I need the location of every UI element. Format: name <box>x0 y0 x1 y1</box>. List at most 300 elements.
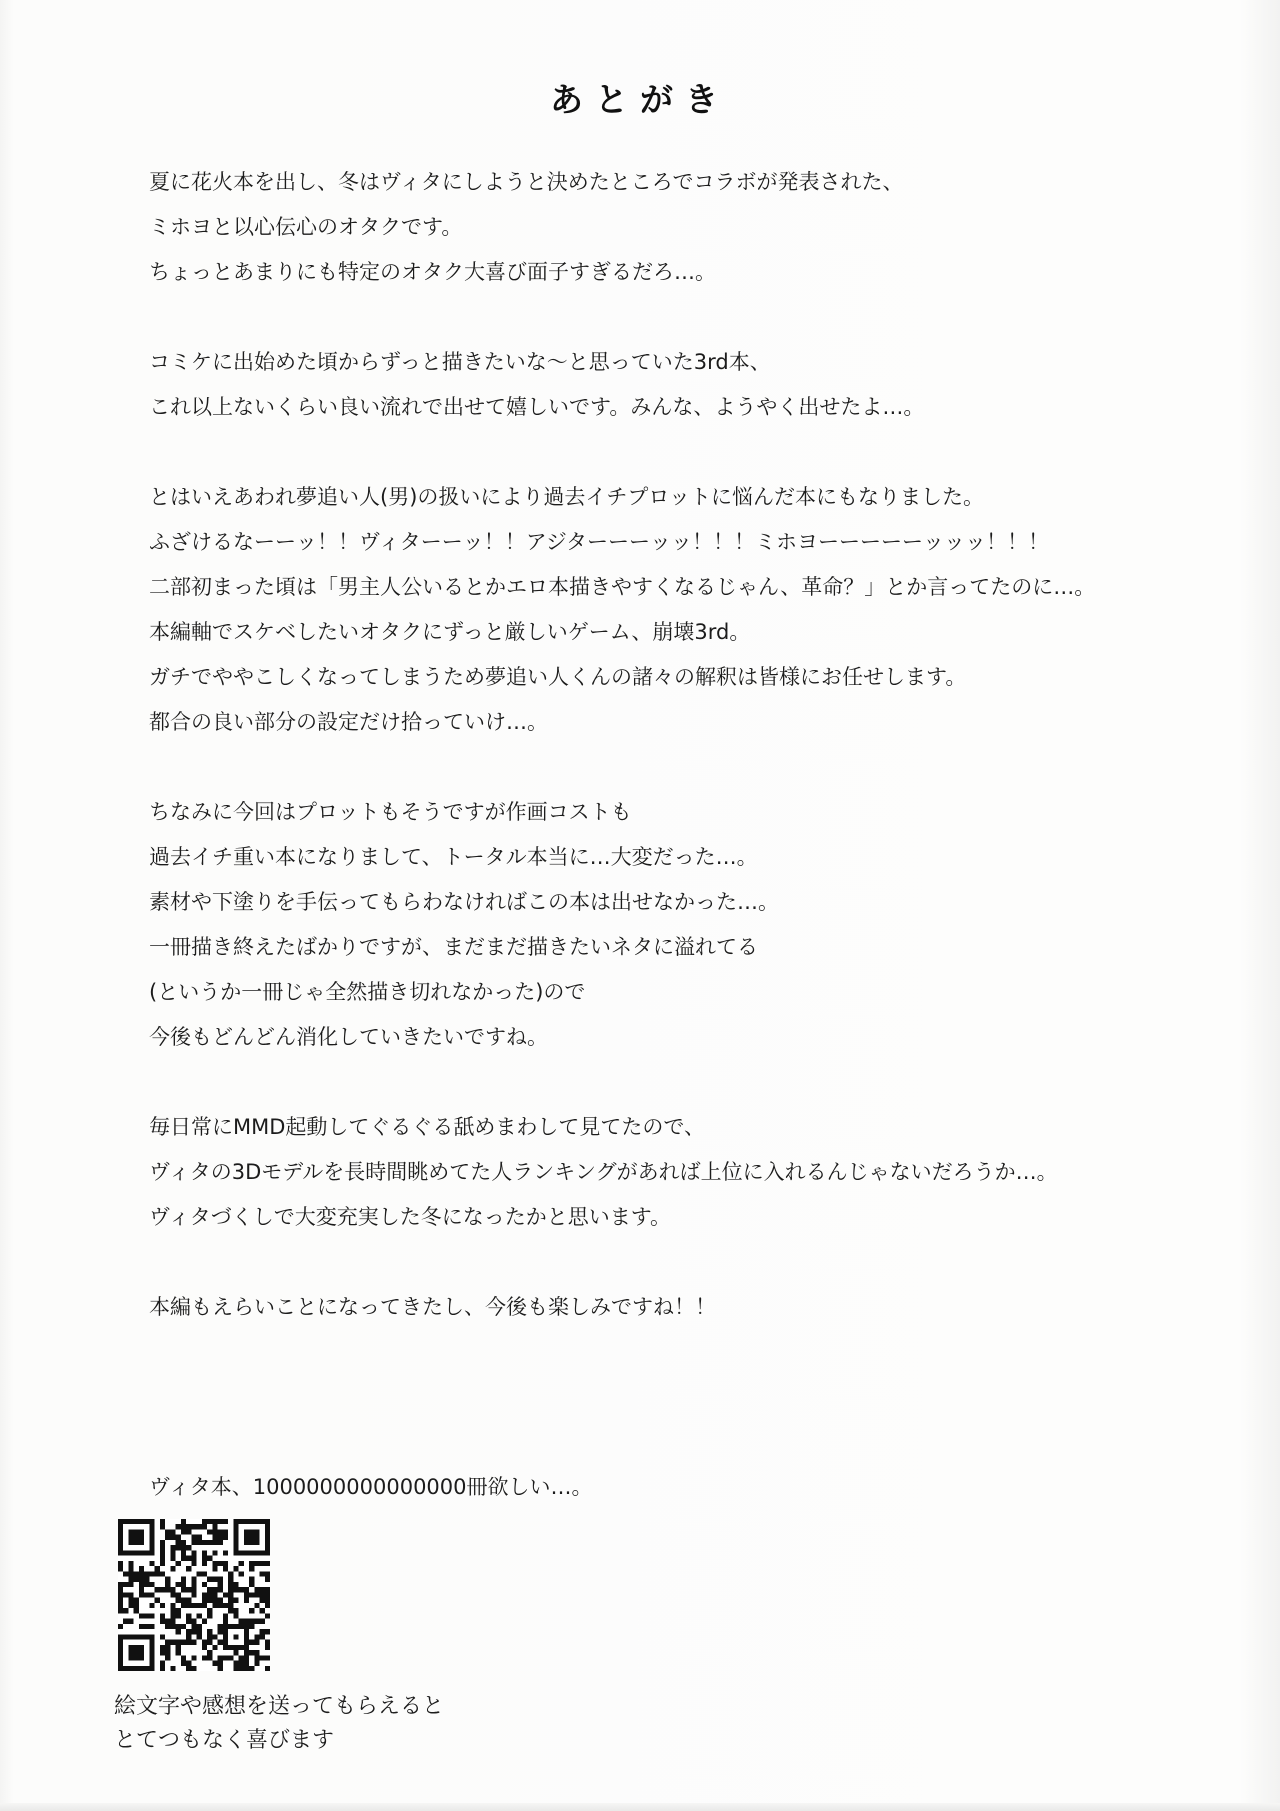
qr-module <box>218 1603 223 1608</box>
qr-module <box>207 1592 212 1597</box>
qr-module <box>165 1582 170 1587</box>
qr-module <box>165 1650 170 1655</box>
qr-module <box>186 1545 191 1550</box>
qr-module <box>128 1645 133 1650</box>
qr-module <box>218 1535 223 1540</box>
qr-module <box>144 1582 149 1587</box>
qr-module <box>223 1655 228 1660</box>
qr-module <box>233 1598 238 1603</box>
qr-module <box>176 1613 181 1618</box>
qr-module <box>197 1524 202 1529</box>
qr-module <box>218 1624 223 1629</box>
qr-module <box>254 1529 259 1534</box>
qr-module <box>160 1661 165 1666</box>
qr-module <box>254 1587 259 1592</box>
qr-module <box>265 1592 270 1597</box>
qr-module <box>176 1540 181 1545</box>
qr-module <box>212 1598 217 1603</box>
qr-module <box>134 1655 139 1660</box>
text-line: 一冊描き終えたばかりですが、まだまだ描きたいネタに溢れてる <box>149 935 758 959</box>
qr-module <box>265 1613 270 1618</box>
qr-module <box>118 1640 123 1645</box>
qr-module <box>176 1608 181 1613</box>
qr-module <box>218 1640 223 1645</box>
qr-module <box>191 1561 196 1566</box>
paragraph-3 <box>149 475 1239 745</box>
qr-module <box>165 1640 170 1645</box>
qr-module <box>191 1582 196 1587</box>
qr-module <box>186 1629 191 1634</box>
qr-module <box>239 1587 244 1592</box>
qr-module <box>249 1566 254 1571</box>
qr-module <box>207 1577 212 1582</box>
qr-module <box>123 1634 128 1639</box>
qr-module <box>118 1587 123 1592</box>
qr-module <box>249 1540 254 1545</box>
qr-module <box>223 1519 228 1524</box>
qr-module <box>155 1571 160 1576</box>
qr-module <box>265 1645 270 1650</box>
qr-module <box>160 1634 165 1639</box>
qr-module <box>186 1613 191 1618</box>
qr-module <box>165 1645 170 1650</box>
qr-module <box>212 1550 217 1555</box>
qr-module <box>160 1561 165 1566</box>
qr-module <box>265 1571 270 1576</box>
qr-module <box>212 1535 217 1540</box>
qr-module <box>134 1608 139 1613</box>
qr-module <box>228 1624 233 1629</box>
qr-caption-line: とてつもなく喜びます <box>114 1728 335 1753</box>
qr-module <box>118 1540 123 1545</box>
qr-module <box>118 1608 123 1613</box>
qr-module <box>118 1561 123 1566</box>
qr-module <box>223 1624 228 1629</box>
qr-module <box>223 1645 228 1650</box>
qr-module <box>239 1519 244 1524</box>
qr-module <box>149 1550 154 1555</box>
qr-module <box>197 1540 202 1545</box>
qr-module <box>249 1561 254 1566</box>
qr-module <box>223 1619 228 1624</box>
qr-module <box>249 1577 254 1582</box>
qr-module <box>118 1524 123 1529</box>
qr-module <box>186 1529 191 1534</box>
qr-module <box>244 1629 249 1634</box>
qr-module <box>260 1608 265 1613</box>
qr-module <box>212 1592 217 1597</box>
qr-module <box>149 1592 154 1597</box>
qr-module <box>233 1582 238 1587</box>
qr-module <box>144 1613 149 1618</box>
qr-module <box>144 1666 149 1671</box>
qr-module <box>202 1524 207 1529</box>
qr-module <box>181 1661 186 1666</box>
qr-module <box>254 1535 259 1540</box>
qr-module <box>181 1529 186 1534</box>
qr-module <box>207 1650 212 1655</box>
qr-module <box>218 1666 223 1671</box>
qr-module <box>244 1598 249 1603</box>
qr-module <box>149 1571 154 1576</box>
qr-module <box>265 1629 270 1634</box>
qr-module <box>139 1634 144 1639</box>
qr-module <box>181 1582 186 1587</box>
qr-module <box>191 1603 196 1608</box>
qr-module <box>191 1540 196 1545</box>
qr-module <box>244 1650 249 1655</box>
qr-module <box>260 1598 265 1603</box>
qr-module <box>202 1561 207 1566</box>
qr-module <box>186 1634 191 1639</box>
qr-module <box>265 1598 270 1603</box>
qr-module <box>160 1650 165 1655</box>
qr-module <box>244 1655 249 1660</box>
qr-module <box>165 1619 170 1624</box>
qr-module <box>244 1587 249 1592</box>
qr-module <box>149 1529 154 1534</box>
qr-module <box>191 1655 196 1660</box>
qr-module <box>176 1598 181 1603</box>
qr-module <box>254 1661 259 1666</box>
qr-module <box>244 1529 249 1534</box>
text-line: ちょっとあまりにも特定のオタク大喜び面子すぎるだろ…。 <box>149 260 716 284</box>
qr-module <box>128 1561 133 1566</box>
qr-module <box>233 1587 238 1592</box>
paragraph-2 <box>149 340 1239 430</box>
qr-module <box>207 1629 212 1634</box>
qr-module <box>149 1540 154 1545</box>
qr-module <box>249 1529 254 1534</box>
qr-module <box>128 1582 133 1587</box>
qr-module <box>149 1666 154 1671</box>
text-line: 都合の良い部分の設定だけ拾っていけ…。 <box>149 710 548 734</box>
qr-module <box>144 1592 149 1597</box>
qr-module <box>254 1550 259 1555</box>
qr-module <box>212 1529 217 1534</box>
qr-module <box>249 1592 254 1597</box>
qr-module <box>123 1582 128 1587</box>
qr-module <box>118 1655 123 1660</box>
qr-module <box>191 1640 196 1645</box>
qr-module <box>265 1535 270 1540</box>
qr-module <box>139 1587 144 1592</box>
qr-module <box>170 1613 175 1618</box>
qr-module <box>191 1587 196 1592</box>
qr-module <box>170 1603 175 1608</box>
qr-module <box>223 1535 228 1540</box>
qr-module <box>233 1566 238 1571</box>
qr-module <box>202 1640 207 1645</box>
qr-module <box>139 1566 144 1571</box>
qr-module <box>170 1566 175 1571</box>
qr-module <box>160 1540 165 1545</box>
qr-module <box>233 1545 238 1550</box>
qr-module <box>134 1529 139 1534</box>
qr-module <box>181 1603 186 1608</box>
qr-module <box>223 1640 228 1645</box>
qr-module <box>191 1524 196 1529</box>
qr-module <box>212 1524 217 1529</box>
qr-module <box>176 1535 181 1540</box>
qr-module <box>249 1550 254 1555</box>
text-line: ヴィタ本、1000000000000000冊欲しい…。 <box>149 1475 593 1499</box>
qr-module <box>144 1624 149 1629</box>
qr-module <box>218 1529 223 1534</box>
qr-module <box>207 1613 212 1618</box>
text-line: 今後もどんどん消化していきたいですね。 <box>149 1025 548 1049</box>
qr-module <box>160 1556 165 1561</box>
qr-module <box>149 1650 154 1655</box>
qr-module <box>197 1535 202 1540</box>
qr-module <box>123 1550 128 1555</box>
qr-module <box>249 1666 254 1671</box>
qr-module <box>118 1645 123 1650</box>
text-line: 毎日常にMMD起動してぐるぐる舐めまわして見てたので、 <box>149 1115 705 1139</box>
qr-module <box>228 1655 233 1660</box>
qr-module <box>160 1619 165 1624</box>
qr-module <box>212 1645 217 1650</box>
qr-module <box>165 1587 170 1592</box>
qr-module <box>228 1603 233 1608</box>
qr-caption <box>114 1690 534 1758</box>
qr-module <box>191 1592 196 1597</box>
qr-module <box>149 1524 154 1529</box>
qr-module <box>249 1640 254 1645</box>
qr-module <box>239 1550 244 1555</box>
qr-module <box>128 1598 133 1603</box>
qr-module <box>239 1666 244 1671</box>
qr-module <box>149 1661 154 1666</box>
qr-module <box>233 1634 238 1639</box>
qr-module <box>265 1603 270 1608</box>
page-title: あとがき <box>550 80 730 119</box>
qr-module <box>233 1608 238 1613</box>
qr-module <box>170 1619 175 1624</box>
qr-module <box>181 1587 186 1592</box>
qr-module <box>218 1561 223 1566</box>
qr-module <box>118 1535 123 1540</box>
qr-module <box>139 1535 144 1540</box>
qr-module <box>186 1661 191 1666</box>
qr-module <box>128 1540 133 1545</box>
paragraph-6 <box>149 1285 1239 1330</box>
qr-module <box>191 1666 196 1671</box>
qr-module <box>139 1540 144 1545</box>
qr-module <box>186 1556 191 1561</box>
text-line: 本編軸でスケベしたいオタクにずっと厳しいゲーム、崩壊3rd。 <box>149 620 751 644</box>
qr-module <box>149 1603 154 1608</box>
text-line: ミホヨと以心伝心のオタクです。 <box>149 215 463 239</box>
qr-module <box>212 1661 217 1666</box>
qr-module <box>223 1634 228 1639</box>
qr-module <box>244 1634 249 1639</box>
qr-module <box>244 1645 249 1650</box>
qr-module <box>160 1645 165 1650</box>
qr-module <box>244 1619 249 1624</box>
qr-module <box>197 1634 202 1639</box>
qr-module <box>212 1519 217 1524</box>
qr-module <box>134 1571 139 1576</box>
qr-module <box>118 1603 123 1608</box>
qr-module <box>207 1529 212 1534</box>
qr-module <box>149 1519 154 1524</box>
qr-module <box>202 1592 207 1597</box>
qr-module <box>118 1624 123 1629</box>
qr-module <box>118 1666 123 1671</box>
qr-module <box>202 1655 207 1660</box>
qr-module <box>118 1592 123 1597</box>
qr-module <box>128 1519 133 1524</box>
qr-module <box>233 1613 238 1618</box>
qr-code[interactable] <box>118 1519 270 1671</box>
qr-module <box>160 1587 165 1592</box>
qr-module <box>118 1519 123 1524</box>
qr-module <box>128 1577 133 1582</box>
qr-module <box>123 1666 128 1671</box>
text-line <box>149 1375 1239 1420</box>
qr-module <box>197 1603 202 1608</box>
qr-module <box>160 1524 165 1529</box>
qr-module <box>170 1535 175 1540</box>
qr-module <box>249 1619 254 1624</box>
qr-module <box>202 1645 207 1650</box>
qr-module <box>149 1645 154 1650</box>
qr-module <box>228 1592 233 1597</box>
qr-module <box>181 1655 186 1660</box>
qr-module <box>144 1571 149 1576</box>
qr-module <box>228 1577 233 1582</box>
qr-module <box>123 1619 128 1624</box>
qr-module <box>118 1566 123 1571</box>
qr-module <box>139 1650 144 1655</box>
qr-module <box>134 1540 139 1545</box>
qr-module <box>233 1666 238 1671</box>
qr-module <box>218 1519 223 1524</box>
qr-module <box>139 1529 144 1534</box>
qr-module <box>260 1592 265 1597</box>
qr-module <box>265 1550 270 1555</box>
qr-module <box>239 1661 244 1666</box>
qr-module <box>260 1634 265 1639</box>
qr-module <box>197 1571 202 1576</box>
qr-module <box>155 1566 160 1571</box>
qr-module <box>155 1598 160 1603</box>
qr-module <box>254 1540 259 1545</box>
qr-module <box>228 1587 233 1592</box>
qr-module <box>170 1640 175 1645</box>
qr-module <box>265 1545 270 1550</box>
qr-module <box>128 1566 133 1571</box>
qr-module <box>207 1540 212 1545</box>
qr-module <box>160 1545 165 1550</box>
text-line: 素材や下塗りを手伝ってもらわなければこの本は出せなかった…。 <box>149 890 779 914</box>
qr-module <box>233 1624 238 1629</box>
qr-module <box>134 1650 139 1655</box>
qr-caption-line: 絵文字や感想を送ってもらえると <box>114 1694 445 1719</box>
qr-module <box>249 1582 254 1587</box>
qr-module <box>202 1603 207 1608</box>
qr-module <box>149 1582 154 1587</box>
qr-module <box>260 1619 265 1624</box>
qr-module <box>170 1666 175 1671</box>
qr-module <box>223 1566 228 1571</box>
qr-module <box>218 1661 223 1666</box>
qr-module <box>170 1592 175 1597</box>
qr-module <box>149 1640 154 1645</box>
qr-code-image <box>118 1519 270 1671</box>
qr-module <box>134 1645 139 1650</box>
qr-module <box>128 1550 133 1555</box>
qr-module <box>254 1519 259 1524</box>
qr-module <box>207 1634 212 1639</box>
qr-module <box>134 1603 139 1608</box>
qr-module <box>218 1598 223 1603</box>
qr-module <box>212 1587 217 1592</box>
qr-module <box>244 1540 249 1545</box>
qr-module <box>118 1545 123 1550</box>
qr-module <box>233 1519 238 1524</box>
qr-module <box>139 1645 144 1650</box>
qr-module <box>202 1556 207 1561</box>
qr-module <box>139 1519 144 1524</box>
qr-module <box>128 1592 133 1597</box>
qr-module <box>118 1550 123 1555</box>
qr-module <box>244 1624 249 1629</box>
qr-module <box>186 1598 191 1603</box>
qr-module <box>134 1598 139 1603</box>
qr-module <box>139 1577 144 1582</box>
qr-module <box>170 1529 175 1534</box>
text-line: 過去イチ重い本になりまして、トータル本当に…大変だった…。 <box>149 845 758 869</box>
text-line: ちなみに今回はプロットもそうですが作画コストも <box>149 800 632 824</box>
qr-module <box>265 1524 270 1529</box>
qr-module <box>228 1598 233 1603</box>
qr-module <box>265 1540 270 1545</box>
qr-module <box>244 1666 249 1671</box>
qr-module <box>118 1634 123 1639</box>
qr-module <box>149 1535 154 1540</box>
qr-module <box>228 1582 233 1587</box>
qr-module <box>265 1577 270 1582</box>
page-bottom-edge <box>0 1803 1280 1811</box>
qr-module <box>186 1524 191 1529</box>
qr-module <box>218 1655 223 1660</box>
qr-module <box>170 1550 175 1555</box>
qr-module <box>254 1650 259 1655</box>
qr-module <box>134 1577 139 1582</box>
qr-module <box>244 1519 249 1524</box>
qr-module <box>233 1645 238 1650</box>
qr-module <box>165 1624 170 1629</box>
qr-module <box>170 1624 175 1629</box>
qr-module <box>260 1571 265 1576</box>
qr-module <box>223 1550 228 1555</box>
qr-module <box>176 1592 181 1597</box>
qr-module <box>191 1556 196 1561</box>
qr-module <box>239 1561 244 1566</box>
qr-module <box>244 1550 249 1555</box>
text-line: これ以上ないくらい良い流れで出せて嬉しいです。みんな、ようやく出せたよ…。 <box>149 395 925 419</box>
qr-module <box>176 1650 181 1655</box>
qr-module <box>186 1587 191 1592</box>
qr-module <box>144 1550 149 1555</box>
qr-module <box>265 1561 270 1566</box>
qr-module <box>176 1582 181 1587</box>
qr-module <box>181 1545 186 1550</box>
qr-module <box>207 1608 212 1613</box>
qr-module <box>160 1613 165 1618</box>
